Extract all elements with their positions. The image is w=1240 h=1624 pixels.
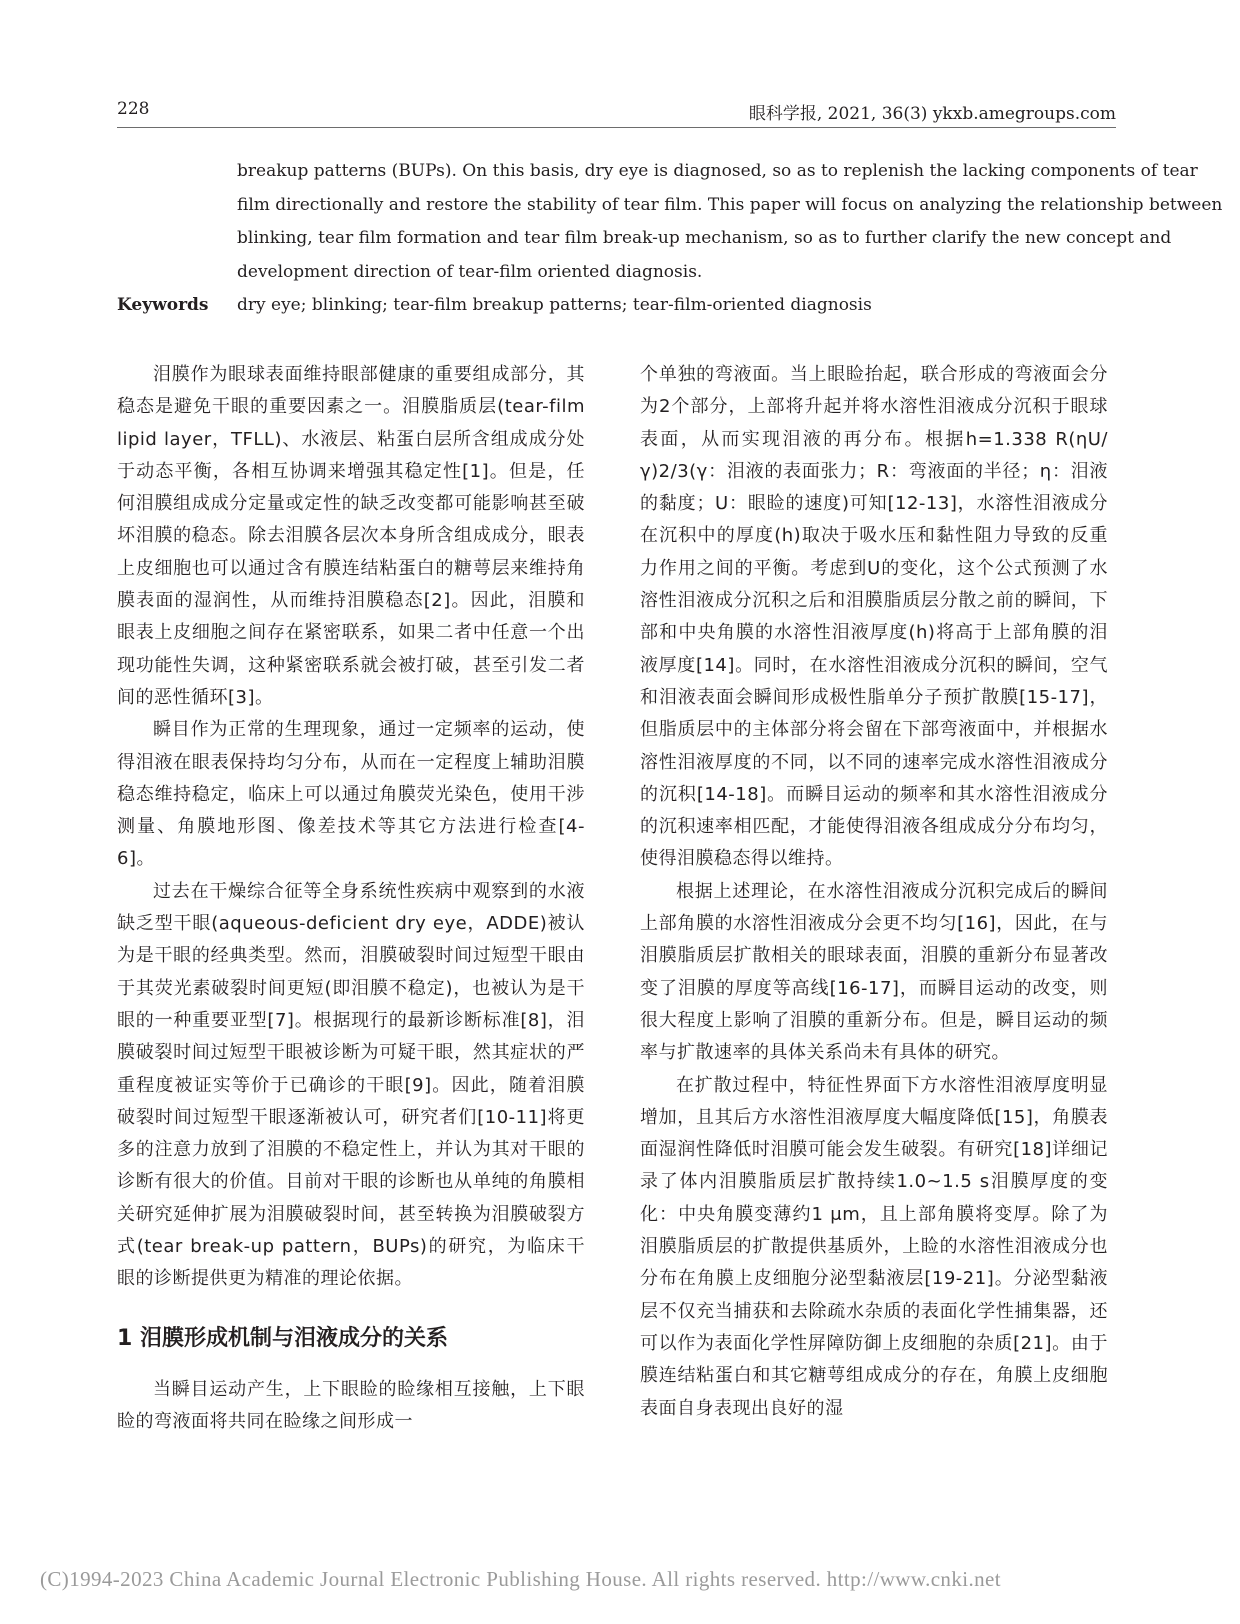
keywords-text: dry eye; blinking; tear-film breakup patterns; tear-film-oriented diagnosis: [237, 295, 872, 315]
header-divider: [117, 127, 1116, 128]
page-number: 228: [117, 99, 150, 119]
copyright-footer: (C)1994-2023 China Academic Journal Electronic Publishing House. All rights reserved. http://www.cnki.net: [40, 1567, 1001, 1591]
body-paragraph: 瞬目作为正常的生理现象，通过一定频率的运动，使得泪液在眼表保持均匀分布，从而在一定程度上辅助泪膜稳态维持稳定，临床上可以通过角膜荧光染色，使用干涉测量、角膜地形图、像差技术等其它方法进行检查[4-6]。: [117, 719, 585, 870]
body-paragraph: 泪膜作为眼球表面维持眼部健康的重要组成部分，其稳态是避免干眼的重要因素之一。泪膜脂质层(tear-film lipid layer，TFLL)、水液层、粘蛋白层所含组成成分处于动态平衡，各相互协调来增强其稳定性[1]。但是，任何泪膜组成成分定量或定性的缺乏改变都可能影响甚至破坏泪膜的稳态。除去泪膜各层次本身所含组成成分，眼表上皮细胞也可以通过含有膜连结粘蛋白的糖萼层来维持角膜表面的湿润性，从而维持泪膜稳态[2]。因此，泪膜和眼表上皮细胞之间存在紧密联系，如果二者中任意一个出现功能性失调，这种紧密联系就会被打破，甚至引发二者间的恶性循环[3]。: [117, 364, 585, 708]
left-column: [117, 359, 585, 1438]
abstract-tail: [237, 155, 1223, 289]
abstract-line: breakup patterns (BUPs). On this basis, dry eye is diagnosed, so as to replenish the lacking components of tear: [237, 161, 1198, 181]
body-paragraph: 个单独的弯液面。当上眼睑抬起，联合形成的弯液面会分为2个部分，上部将升起并将水溶性泪液成分沉积于眼球表面，从而实现泪液的再分布。根据h=1.338 R(ηU/γ)2/3(γ：泪液的表面张力；R：弯液面的半径；η：泪液的黏度；U：眼睑的速度)可知[12-13]，水溶性泪液成分在沉积中的厚度(h)取决于吸水压和黏性阻力导致的反重力作用之间的平衡。考虑到U的变化，这个公式预测了水溶性泪液成分沉积之后和泪膜脂质层分散之前的瞬间，下部和中央角膜的水溶性泪液厚度(h)将高于上部角膜的泪液厚度[14]。同时，在水溶性泪液成分沉积的瞬间，空气和泪液表面会瞬间形成极性脂单分子预扩散膜[15-17]，但脂质层中的主体部分将会留在下部弯液面中，并根据水溶性泪液厚度的不同，以不同的速率完成水溶性泪液成分的沉积[14-18]。而瞬目运动的频率和其水溶性泪液成分的沉积速率相匹配，才能使得泪液各组成成分分布均匀，使得泪膜稳态得以维持。: [640, 364, 1108, 870]
keywords-label: Keywords: [117, 295, 209, 315]
body-paragraph: 过去在干燥综合征等全身系统性疾病中观察到的水液缺乏型干眼(aqueous-deficient dry eye，ADDE)被认为是干眼的经典类型。然而，泪膜破裂时间过短型干眼由于其荧光素破裂时间更短(即泪膜不稳定)，也被认为是干眼的一种重要亚型[7]。根据现行的最新诊断标准[8]，泪膜破裂时间过短型干眼被诊断为可疑干眼，然其症状的严重程度被证实等价于已确诊的干眼[9]。因此，随着泪膜破裂时间过短型干眼逐渐被认可，研究者们[10-11]将更多的注意力放到了泪膜的不稳定性上，并认为其对干眼的诊断有很大的价值。目前对干眼的诊断也从单纯的角膜相关研究延伸扩展为泪膜破裂时间，甚至转换为泪膜破裂方式(tear break-up pattern，BUPs)的研究，为临床干眼的诊断提供更为精准的理论依据。: [117, 880, 585, 1290]
right-column: [640, 359, 1108, 1425]
section-heading: 1 泪膜形成机制与泪液成分的关系: [117, 1325, 448, 1351]
keywords: [117, 289, 1117, 322]
body-paragraph: 根据上述理论，在水溶性泪液成分沉积完成后的瞬间上部角膜的水溶性泪液成分会更不均匀[16]，因此，在与泪膜脂质层扩散相关的眼球表面，泪膜的重新分布显著改变了泪膜的厚度等高线[16-17]，而瞬目运动的改变，则很大程度上影响了泪膜的重新分布。但是，瞬目运动的频率与扩散速率的具体关系尚未有具体的研究。: [640, 880, 1108, 1064]
body-paragraph: 当瞬目运动产生，上下眼睑的睑缘相互接触，上下眼睑的弯液面将共同在睑缘之间形成一: [117, 1378, 585, 1432]
body-paragraph: 在扩散过程中，特征性界面下方水溶性泪液厚度明显增加，且其后方水溶性泪液厚度大幅度降低[15]，角膜表面湿润性降低时泪膜可能会发生破裂。有研究[18]详细记录了体内泪膜脂质层扩散持续1.0~1.5 s泪膜厚度的变化：中央角膜变薄约1 μm，且上部角膜将变厚。除了为泪膜脂质层的扩散提供基质外，上睑的水溶性泪液成分也分布在角膜上皮细胞分泌型黏液层[19-21]。分泌型黏液层不仅充当捕获和去除疏水杂质的表面化学性捕集器，还可以作为表面化学性屏障防御上皮细胞的杂质[21]。由于膜连结粘蛋白和其它糖萼组成成分的存在，角膜上皮细胞表面自身表现出良好的湿: [640, 1074, 1108, 1419]
abstract-line: film directionally and restore the stability of tear film. This paper will focus on analyzing the relationship between: [237, 194, 1223, 215]
abstract-line: blinking, tear film formation and tear film break-up mechanism, so as to further clarify the new concept and: [237, 228, 1172, 248]
journal-header: 眼科学报, 2021, 36(3) ykxb.amegroups.com: [748, 104, 1116, 124]
abstract-line: development direction of tear-film oriented diagnosis.: [237, 261, 703, 282]
